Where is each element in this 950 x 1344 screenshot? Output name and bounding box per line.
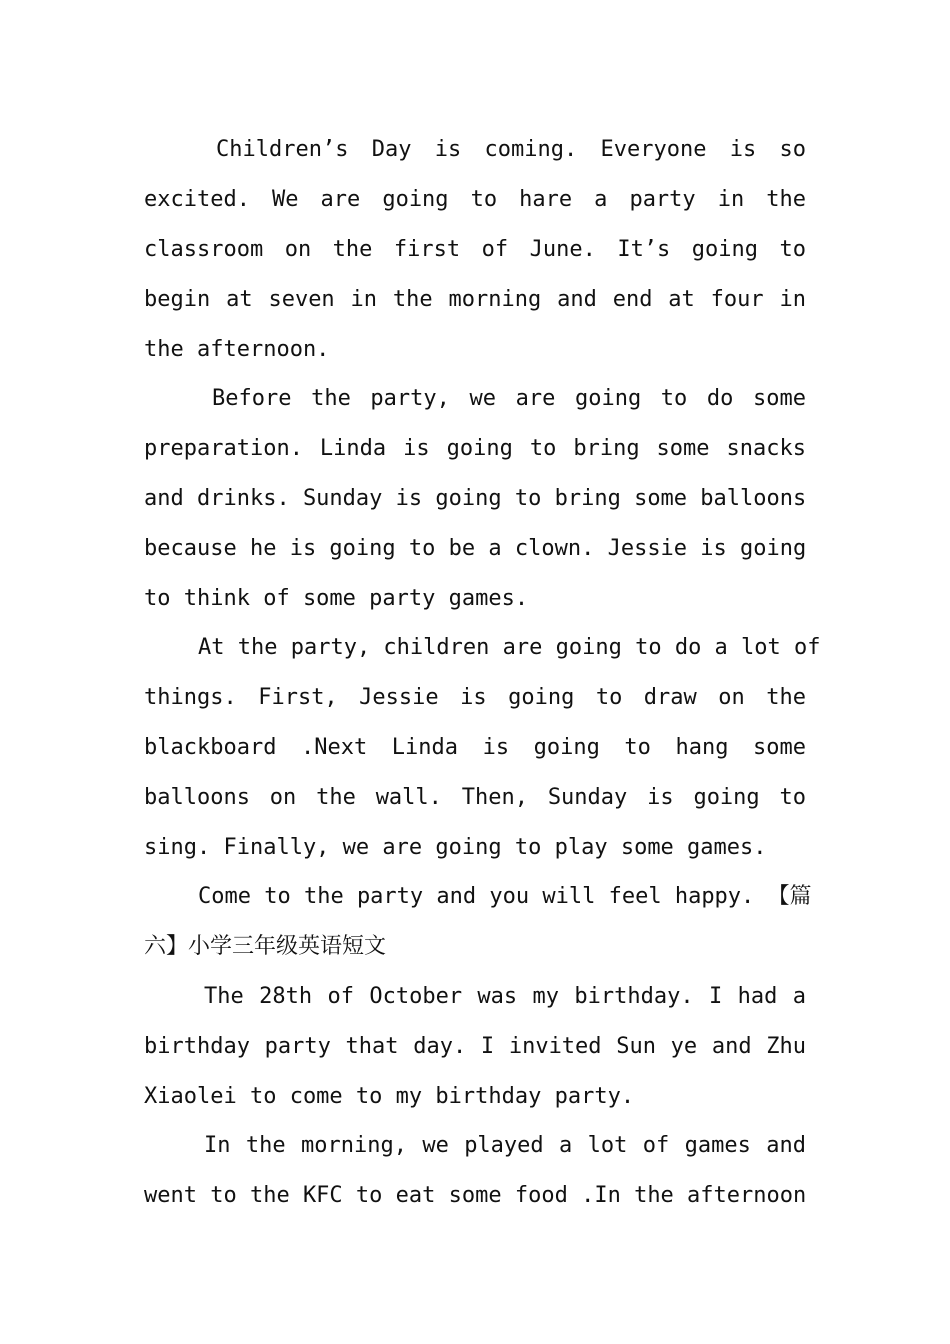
text-line: sing. Finally, we are going to play some games. <box>144 835 767 860</box>
text-line: balloons on the wall. Then, Sunday is going to <box>144 785 806 810</box>
text-line: things. First, Jessie is going to draw on the <box>144 685 806 710</box>
text-line: In the morning, we played a lot of games and <box>204 1133 806 1158</box>
text-line: Children’s Day is coming. Everyone is so <box>216 137 806 162</box>
text-line: At the party, children are going to do a lot of <box>198 635 821 660</box>
text-line: the afternoon. <box>144 337 330 362</box>
text-line: classroom on the first of June. It’s going to <box>144 237 806 262</box>
text-line: Before the party, we are going to do some <box>212 386 806 411</box>
text-line: blackboard .Next Linda is going to hang some <box>144 735 806 760</box>
text-line: to think of some party games. <box>144 586 529 611</box>
text-line: preparation. Linda is going to bring some snacks <box>144 436 806 461</box>
text-line: The 28th of October was my birthday. I had a <box>204 984 806 1009</box>
text-line: begin at seven in the morning and end at four in <box>144 287 806 312</box>
section-heading: 六】小学三年级英语短文 <box>144 934 387 959</box>
text-line: excited. We are going to hare a party in the <box>144 187 806 212</box>
text-line: birthday party that day. I invited Sun ye and Zhu <box>144 1034 806 1059</box>
text-line: went to the KFC to eat some food .In the afternoon <box>144 1183 807 1208</box>
text-line: because he is going to be a clown. Jessie is going <box>144 536 807 561</box>
text-line: Come to the party and you will feel happy. 【篇 <box>198 884 812 909</box>
text-line: Xiaolei to come to my birthday party. <box>144 1084 635 1109</box>
text-line: and drinks. Sunday is going to bring some balloons <box>144 486 807 511</box>
